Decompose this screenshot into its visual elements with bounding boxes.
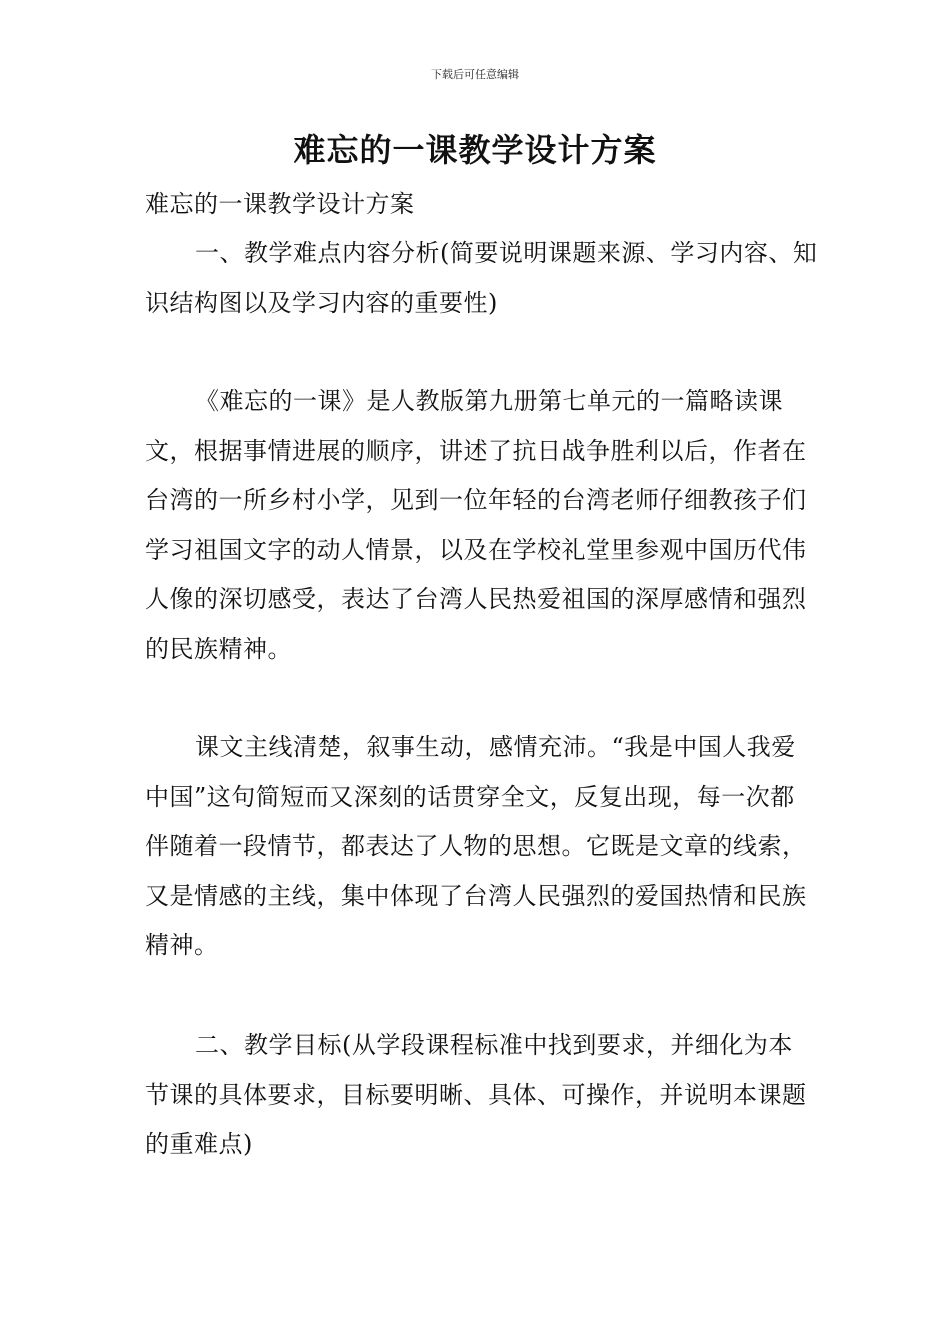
section-heading-analysis: 一、教学难点内容分析(简要说明课题来源、学习内容、知识结构图以及学习内容的重要性) (145, 239, 818, 317)
section-heading-objectives: 二、教学目标(从学段课程标准中找到要求，并细化为本节课的具体要求，目标要明晰、具体、可操作，并说明本课题的重难点) (145, 1031, 807, 1158)
paragraph-lesson-overview: 《难忘的一课》是人教版第九册第七单元的一篇略读课文，根据事情进展的顺序，讲述了抗日战争胜利以后，作者在台湾的一所乡村小学，见到一位年轻的台湾老师仔细教孩子们学习祖国文字的动人情景，以及在学校礼堂里参观中国历代伟人像的深切感受，表达了台湾人民热爱祖国的深厚感情和强烈的民族精神。 (145, 387, 807, 663)
header-note: 下载后可任意编辑 (431, 68, 519, 81)
paragraph-main-thread: 课文主线清楚，叙事生动，感情充沛。“我是中国人我爱中国”这句简短而又深刻的话贯穿全文，反复出现，每一次都伴随着一段情节，都表达了人物的思想。它既是文章的线索，又是情感的主线，集中体现了台湾人民强烈的爱国热情和民族精神。 (145, 733, 807, 959)
document-subtitle: 难忘的一课教学设计方案 (145, 190, 415, 218)
document-title: 难忘的一课教学设计方案 (293, 131, 657, 169)
